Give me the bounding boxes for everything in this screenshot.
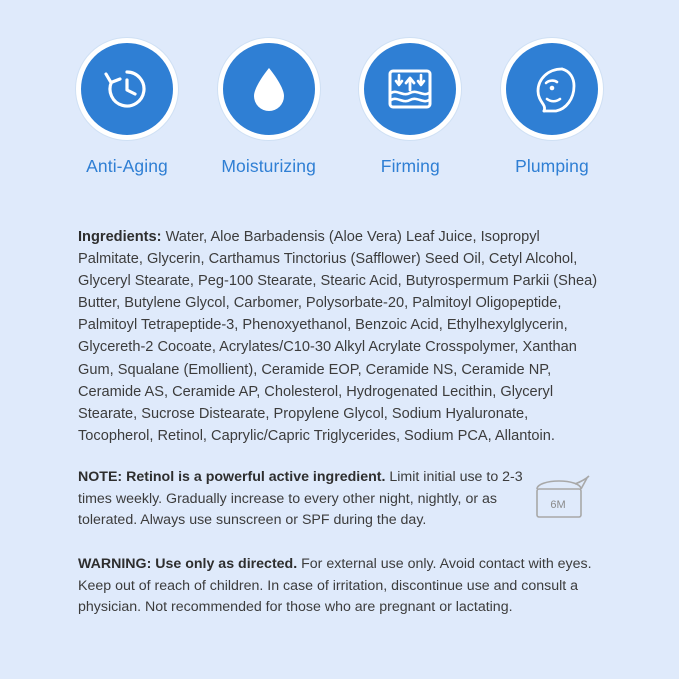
benefit-label: Plumping [515, 156, 589, 176]
benefit-label: Moisturizing [221, 156, 316, 176]
benefit-moisturizing [204, 38, 334, 177]
lifting-arrows-icon [359, 38, 461, 140]
warning-body: For external use only. Avoid contact with eyes. Keep out of reach of children. In case of irritation, discontinue use and consult a physician. Not recommended for those who are pregnant or lactating. [78, 556, 592, 616]
clock-rewind-icon [76, 38, 178, 140]
benefit-firming [345, 38, 475, 177]
benefits-row [0, 0, 679, 177]
period-after-opening-icon [531, 471, 593, 523]
benefit-label: Firming [380, 156, 440, 176]
ingredients-paragraph [78, 226, 601, 448]
face-profile-icon [501, 38, 603, 140]
warning-block [78, 554, 601, 619]
water-drop-icon [218, 38, 320, 140]
ingredients-body: Water, Aloe Barbadensis (Aloe Vera) Leaf Juice, Isopropyl Palmitate, Glycerin, Carthamus Tinctorius (Safflower) Seed Oil, Cetyl Alcohol, Glyceryl Stearate, Peg-100 Stearate, Stearic Acid, Butyrospermum Parkii (Shea) Butter, Butylene Glycol, Carbomer, Polysorbate-20, Palmitoyl Oligopeptide, Palmitoyl Tetrapeptide-3, Phenoxyethanol, Benzoic Acid, Ethylhexylglycerin, Glycereth-2 Cocoate, Acrylates/C10-30 Alkyl Acrylate Crosspolymer, Xanthan Gum, Squalane (Emollient), Ceramide EOP, Ceramide NS, Ceramide NP, Ceramide AS, Ceramide AP, Cholesterol, Hydrogenated Lecithin, Glyceryl Stearate, Sucrose Distearate, Propylene Glycol, Sodium Hyaluronate, Tocopherol, Retinol, Caprylic/Capric Triglycerides, Sodium PCA, Allantoin. [78, 228, 598, 445]
warning-paragraph [78, 554, 601, 619]
label-text-content [0, 177, 679, 619]
benefit-plumping [487, 38, 617, 177]
benefit-anti-aging [62, 38, 192, 177]
warning-heading: WARNING: Use only as directed. [78, 556, 298, 573]
note-heading: NOTE: Retinol is a powerful active ingredient. [78, 469, 386, 486]
note-body: Limit initial use to 2-3 times weekly. Gradually increase to every other night, nightly, or as tolerated. Always use sunscreen or SPF during the day. [78, 469, 523, 529]
note-block [78, 467, 601, 532]
benefit-label: Anti-Aging [86, 156, 168, 176]
note-paragraph [78, 467, 533, 532]
pao-label: 6M [550, 499, 566, 512]
ingredients-heading: Ingredients: [78, 228, 162, 245]
